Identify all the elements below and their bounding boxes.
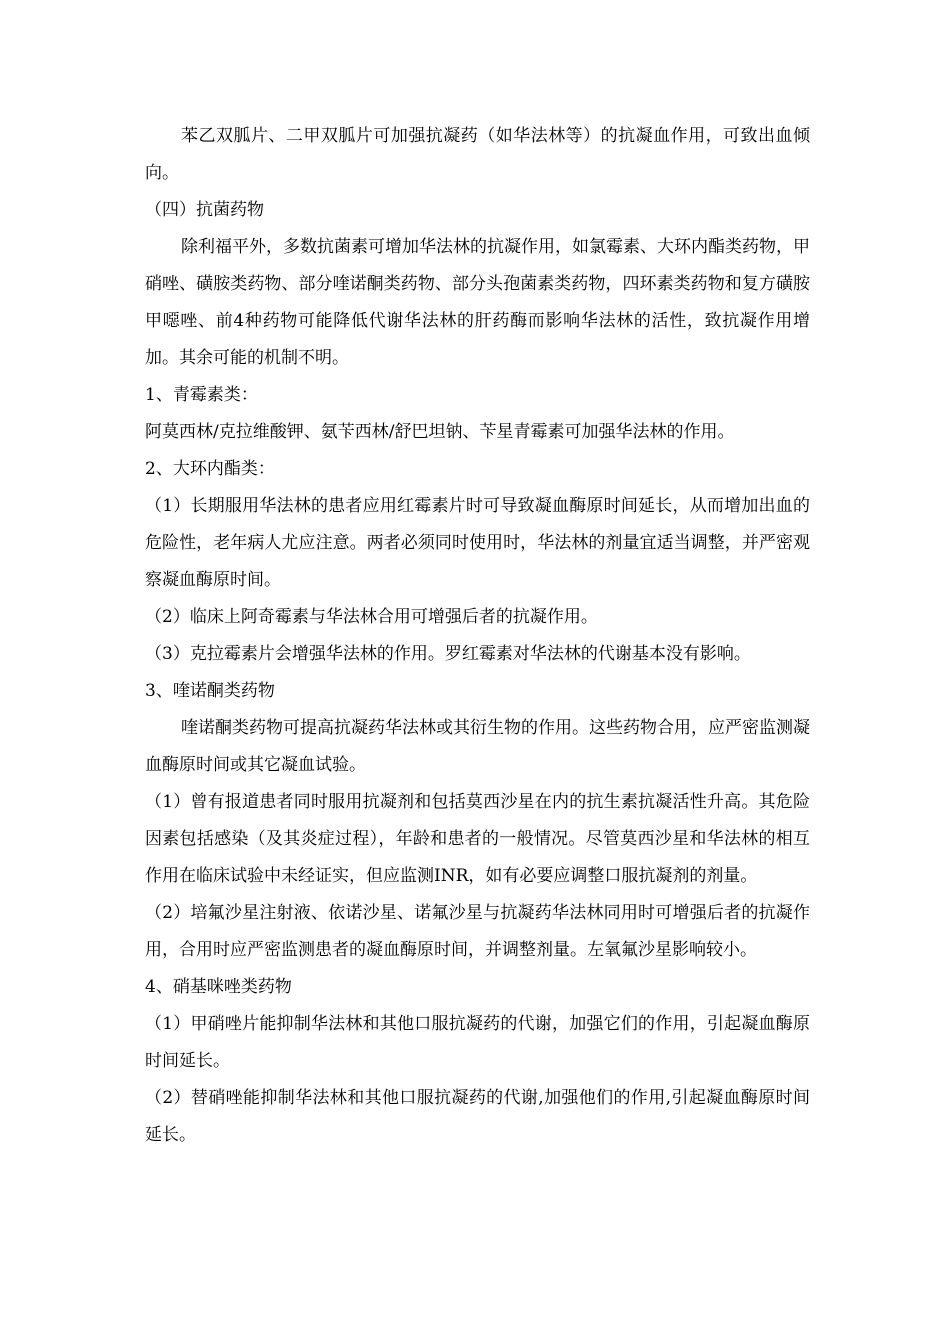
paragraph-nitroimidazoles-1: （1）甲硝唑片能抑制华法林和其他口服抗凝药的代谢，加强它们的作用，引起凝血酶原时间延长。 xyxy=(145,1014,810,1071)
paragraph-macrolides-1: （1）长期服用华法林的患者应用红霉素片时可导致凝血酶原时间延长，从而增加出血的危险性，老年病人尤应注意。两者必须同时使用时，华法林的剂量宜适当调整，并严密观察凝血酶原时间。 xyxy=(145,496,810,590)
subheading-penicillins: 1、青霉素类： xyxy=(145,385,258,405)
paragraph-nitroimidazoles-2: （2）替硝唑能抑制华法林和其他口服抗凝药的代谢,加强他们的作用,引起凝血酶原时间延长。 xyxy=(145,1088,810,1145)
paragraph-biguanide: 苯乙双胍片、二甲双胍片可加强抗凝药（如华法林等）的抗凝血作用，可致出血倾向。 xyxy=(145,126,810,183)
paragraph-antibacterial-intro: 除利福平外，多数抗菌素可增加华法林的抗凝作用，如氯霉素、大环内酯类药物，甲硝唑、磺胺类药物、部分喹诺酮类药物、部分头孢菌素类药物，四环素类药物和复方磺胺甲噁唑、前4种药物可能降低代谢华法林的肝药酶而影响华法林的活性，致抗凝作用增加。其余可能的机制不明。 xyxy=(145,237,810,368)
paragraph-quinolones-1: （1）曾有报道患者同时服用抗凝剂和包括莫西沙星在内的抗生素抗凝活性升高。其危险因素包括感染（及其炎症过程），年龄和患者的一般情况。尽管莫西沙星和华法林的相互作用在临床试验中未经证实，但应监测INR，如有必要应调整口服抗凝剂的剂量。 xyxy=(145,792,810,886)
document-body xyxy=(145,118,810,1154)
subheading-macrolides: 2、大环内酯类： xyxy=(145,459,275,479)
paragraph-quinolones-2: （2）培氟沙星注射液、依诺沙星、诺氟沙星与抗凝药华法林同用时可增强后者的抗凝作用，合用时应严密监测患者的凝血酶原时间，并调整剂量。左氧氟沙星影响较小。 xyxy=(145,903,810,960)
paragraph-macrolides-3: （3）克拉霉素片会增强华法林的作用。罗红霉素对华法林的代谢基本没有影响。 xyxy=(145,644,751,664)
section-heading-antibacterial: （四）抗菌药物 xyxy=(145,200,264,220)
paragraph-macrolides-2: （2）临床上阿奇霉素与华法林合用可增强后者的抗凝作用。 xyxy=(145,607,598,627)
paragraph-penicillins: 阿莫西林/克拉维酸钾、氨苄西林/舒巴坦钠、苄星青霉素可加强华法林的作用。 xyxy=(145,422,735,442)
subheading-quinolones: 3、喹诺酮类药物 xyxy=(145,681,275,701)
paragraph-quinolones-intro: 喹诺酮类药物可提高抗凝药华法林或其衍生物的作用。这些药物合用，应严密监测凝血酶原时间或其它凝血试验。 xyxy=(145,718,810,775)
subheading-nitroimidazoles: 4、硝基咪唑类药物 xyxy=(145,977,292,997)
